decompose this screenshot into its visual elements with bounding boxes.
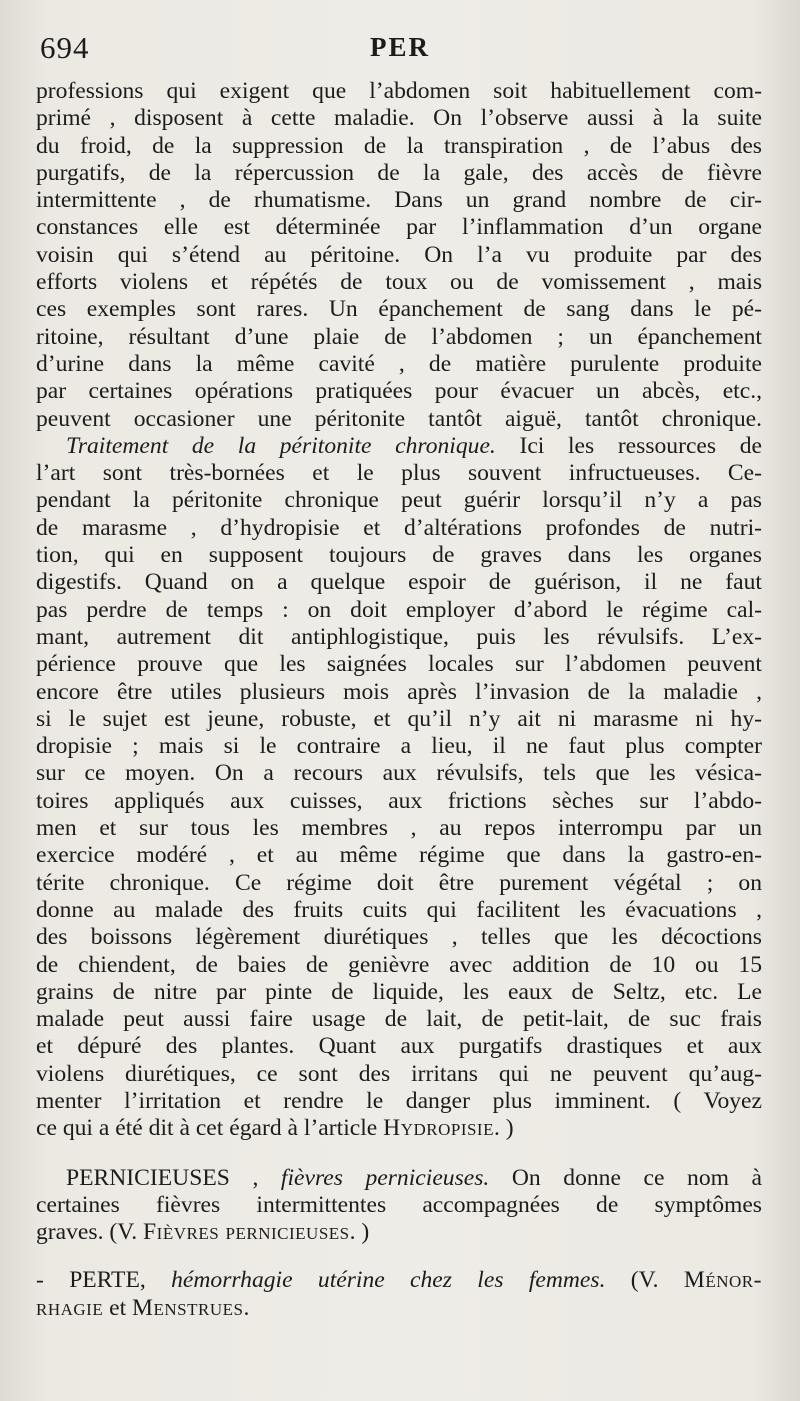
- text-line: efforts violens et répétés de toux ou de vomissement , mais: [36, 269, 762, 296]
- text-line: par certaines opérations pratiquées pour évacuer un abcès, etc.,: [36, 378, 762, 405]
- text-line: d’urine dans la même cavité , de matière purulente produite: [36, 350, 762, 377]
- text-line: et dépuré des plantes. Quant aux purgatifs drastiques et aux: [36, 1033, 762, 1060]
- text-line: encore être utiles plusieurs mois après l’invasion de la maladie ,: [36, 678, 762, 705]
- text-line: malade peut aussi faire usage de lait, de petit-lait, de suc frais: [36, 1006, 762, 1033]
- text-line: térite chronique. Ce régime doit être purement végétal ; on: [36, 869, 762, 896]
- text-line: primé , disposent à cette maladie. On l’observe aussi à la suite: [36, 105, 762, 132]
- text-line: [36, 1295, 762, 1322]
- text-line: violens diurétiques, ce sont des irritans qui ne peuvent qu’aug-: [36, 1060, 762, 1087]
- entry-perte: [36, 1267, 762, 1322]
- text-line: [36, 1165, 762, 1192]
- text-line: périence prouve que les saignées locales sur l’abdomen peuvent: [36, 651, 762, 678]
- spacer: [36, 1143, 762, 1165]
- text-line: pendant la péritonite chronique peut guérir lorsqu’il n’y a pas: [36, 487, 762, 514]
- spacer: [36, 1246, 762, 1267]
- text-line: toires appliqués aux cuisses, aux frictions sèches sur l’abdo-: [36, 787, 762, 814]
- text-line: dropisie ; mais si le contraire a lieu, il ne faut plus compter: [36, 733, 762, 760]
- text-line: [36, 1115, 762, 1142]
- cross-reference: Fièvres pernicieuses: [143, 1219, 350, 1246]
- text-line: certaines fièvres intermittentes accompagnées de symptômes: [36, 1191, 762, 1218]
- text-line: voisin qui s’étend au péritoine. On l’a vu produite par des: [36, 241, 762, 268]
- text-line: de marasme , d’hydropisie et d’altérations profondes de nutri-: [36, 514, 762, 541]
- text-span: ,: [139, 1267, 172, 1294]
- text-span: . ): [349, 1219, 370, 1246]
- text-line: grains de nitre par pinte de liquide, les eaux de Seltz, etc. Le: [36, 978, 762, 1005]
- entry-pernicieuses: [36, 1165, 762, 1247]
- text-line: men et sur tous les membres , au repos interrompu par un: [36, 815, 762, 842]
- text-line: des boissons légèrement diurétiques , telles que les décoctions: [36, 924, 762, 951]
- running-head: PER: [370, 32, 430, 62]
- text-line: si le sujet est jeune, robuste, et qu’il n’y ait ni marasme ni hy-: [36, 705, 762, 732]
- text-line: menter l’irritation et rendre le danger plus imminent. ( Voyez: [36, 1087, 762, 1114]
- page-header: [38, 30, 762, 70]
- entry-gloss: fièvres pernicieuses.: [280, 1164, 490, 1191]
- text-line: purgatifs, de la répercussion de la gale, des accès de fièvre: [36, 159, 762, 186]
- paragraph-treatment: [36, 433, 762, 1143]
- cross-reference: rhagie: [36, 1294, 104, 1321]
- text-line: [36, 1267, 762, 1294]
- text-line: du froid, de la suppression de la transpiration , de l’abus des: [36, 132, 762, 159]
- text-span: Ici les ressources de: [495, 432, 762, 459]
- page-body: [36, 78, 762, 1322]
- text-line: ces exemples sont rares. Un épanchement de sang dans le pé-: [36, 296, 762, 323]
- text-line: l’art sont très-bornées et le plus souvent infructueuses. Ce-: [36, 460, 762, 487]
- text-line: [36, 1219, 762, 1246]
- text-span: ,: [229, 1164, 281, 1191]
- text-span: .: [243, 1294, 250, 1321]
- text-line: de chiendent, de baies de genièvre avec addition de 10 ou 15: [36, 951, 762, 978]
- text-line: intermittente , de rhumatisme. Dans un grand nombre de cir-: [36, 187, 762, 214]
- text-line: exercice modéré , et au même régime que dans la gastro-en-: [36, 842, 762, 869]
- text-line: tion, qui en supposent toujours de graves dans les organes: [36, 542, 762, 569]
- cross-reference: Hydropisie: [383, 1115, 494, 1142]
- text-line: professions qui exigent que l’abdomen soit habituellement com-: [36, 78, 762, 104]
- paragraph-etiology: [36, 78, 762, 433]
- text-line: ritoine, résultant d’une plaie de l’abdomen ; un épanchement: [36, 323, 762, 350]
- text-line: [36, 433, 762, 460]
- entry-gloss: hémorrhagie utérine chez les femmes.: [171, 1267, 606, 1294]
- text-span: On donne ce nom à: [489, 1164, 762, 1191]
- entry-term: PERNICIEUSES: [66, 1164, 230, 1191]
- text-span: . ): [493, 1115, 514, 1142]
- text-span: (V.: [605, 1267, 684, 1294]
- text-span: graves. (V.: [36, 1219, 144, 1246]
- text-line: peuvent occasioner une péritonite tantôt aiguë, tantôt chronique.: [36, 405, 762, 432]
- text-line: constances elle est déterminée par l’inflammation d’un organe: [36, 214, 762, 241]
- text-span: ce qui a été dit à cet égard à l’article: [36, 1115, 384, 1142]
- cross-reference: Ménor-: [683, 1267, 762, 1294]
- text-line: sur ce moyen. On a recours aux révulsifs, tels que les vésica-: [36, 760, 762, 787]
- text-span: et: [103, 1294, 133, 1321]
- text-line: donne au malade des fruits cuits qui facilitent les évacuations ,: [36, 896, 762, 923]
- section-heading: Traitement de la péritonite chronique.: [66, 432, 496, 459]
- page-number: 694: [40, 30, 90, 65]
- entry-term: PERTE: [69, 1267, 140, 1294]
- text-line: mant, autrement dit antiphlogistique, puis les révulsifs. L’ex-: [36, 623, 762, 650]
- text-line: digestifs. Quand on a quelque espoir de guérison, il ne faut: [36, 569, 762, 596]
- cross-reference: Menstrues: [132, 1294, 244, 1321]
- text-span: -: [36, 1267, 70, 1294]
- text-line: pas perdre de temps : on doit employer d’abord le régime cal-: [36, 596, 762, 623]
